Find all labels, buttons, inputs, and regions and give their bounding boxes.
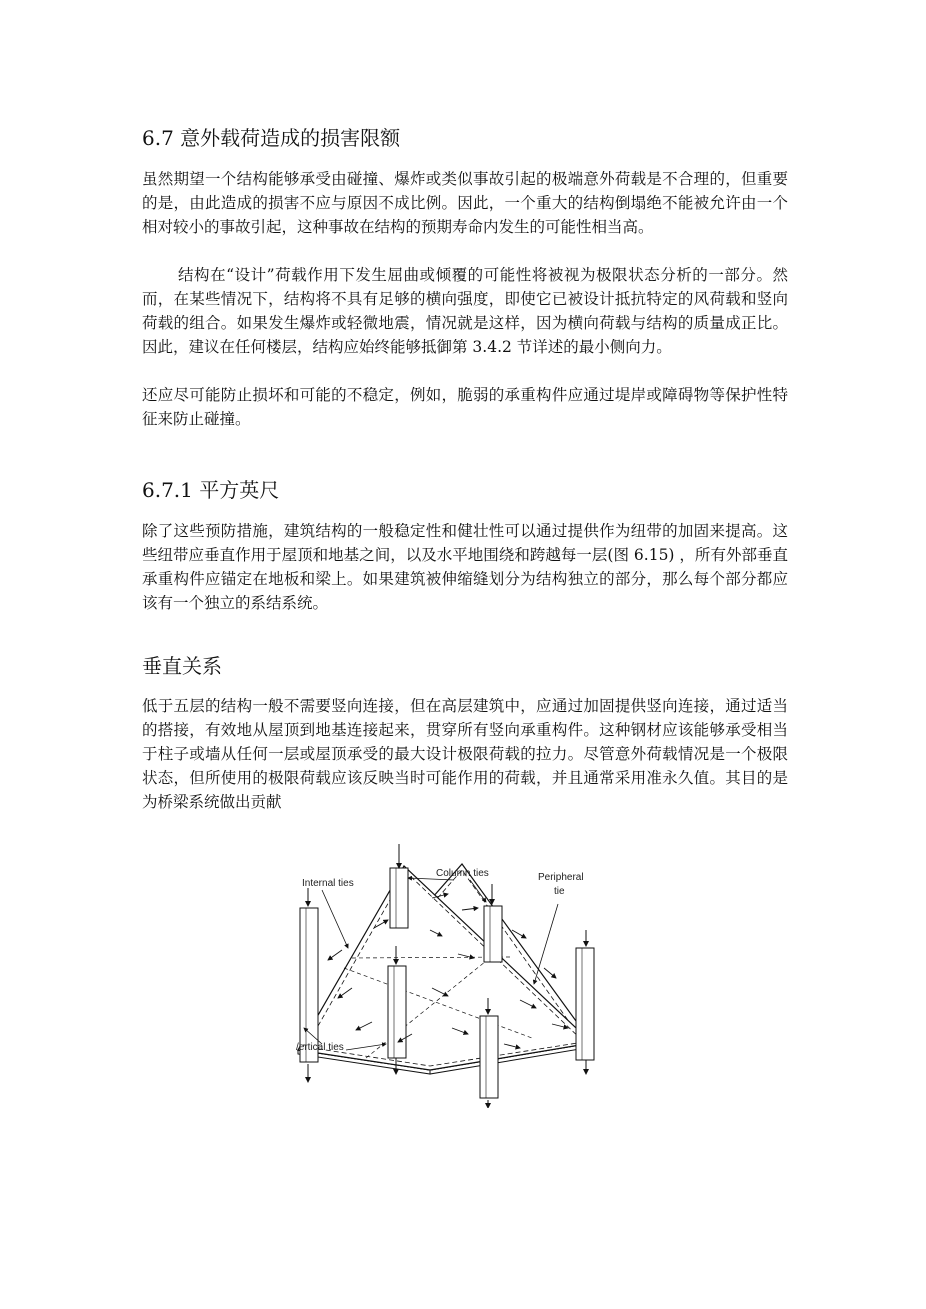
column-middle-left <box>388 966 406 1058</box>
label-column-ties: Column ties <box>436 868 489 879</box>
section-heading-vertical-ties: 垂直关系 <box>142 654 222 678</box>
label-peripheral-line2: tie <box>554 886 565 897</box>
paragraph-vertical-ties: 低于五层的结构一般不需要竖向连接，但在高层建筑中，应通过加固提供竖向连接，通过适当的搭接，有效地从屋顶到地基连接起来，贯穿所有竖向承重构件。这种钢材应该能够承受相当于柱子或墙从任何一层或屋顶承受的最大设计极限荷载的拉力。尽管意外荷载情况是一个极限状态，但所使用的极限荷载应该反映当时可能作用的荷载，并且通常采用准永久值。其目的是为桥梁系统做出贡献 <box>142 697 788 811</box>
slab-top-face <box>298 866 592 1070</box>
column-back-left <box>390 868 408 928</box>
label-internal-ties: Internal ties <box>302 878 354 889</box>
tie-system-diagram <box>282 838 602 1108</box>
label-vertical-ties: /ertical ties <box>296 1042 344 1053</box>
section-heading-6-7-1: 6.7.1 平方英尺 <box>142 478 280 502</box>
column-back-middle <box>484 906 502 962</box>
paragraph-6-7-1-body: 除了这些预防措施，建筑结构的一般稳定性和健壮性可以通过提供作为纽带的加固来提高。这些纽带应垂直作用于屋顶和地基之间，以及水平地围绕和跨越每一层(图 6.15) ，所有外部垂直承重构件应锚定在地板和梁上。如果建筑被伸缩缝划分为结构独立的部分，那么每个部分都应该有一个独立的系结系统。 <box>142 522 788 612</box>
label-peripheral-line1: Peripheral <box>538 872 584 883</box>
column-left <box>300 908 318 1062</box>
tie-system-figure <box>282 838 602 1108</box>
paragraph-6-7-1: 虽然期望一个结构能够承受由碰撞、爆炸或类似事故引起的极端意外荷载是不合理的，但重要的是，由此造成的损害不应与原因不成比例。因此，一个重大的结构倒塌绝不能被允许由一个相对较小的事故引起，这种事故在结构的预期寿命内发生的可能性相当高。 <box>142 170 788 236</box>
column-right <box>576 948 594 1060</box>
section-heading-6-7: 6.7 意外载荷造成的损害限额 <box>142 126 401 150</box>
paragraph-6-7-2: 结构在“设计”荷载作用下发生屈曲或倾覆的可能性将被视为极限状态分析的一部分。然而，在某些情况下，结构将不具有足够的横向强度，即使它已被设计抵抗特定的风荷载和竖向荷载的组合。如果发生爆炸或轻微地震，情况就是这样，因为横向荷载与结构的质量成正比。因此，建议在任何楼层，结构应始终能够抵御第 3.4.2 节详述的最小侧向力。 <box>142 266 788 356</box>
column-front-middle <box>480 1016 498 1098</box>
paragraph-6-7-3: 还应尽可能防止损坏和可能的不稳定，例如，脆弱的承重构件应通过堤岸或障碍物等保护性特征来防止碰撞。 <box>142 386 788 428</box>
